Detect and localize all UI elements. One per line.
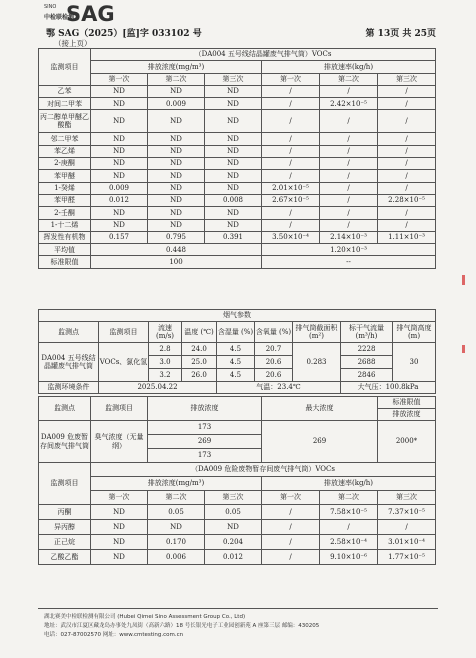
speed-cell: 3.2 — [149, 369, 182, 382]
table-row — [39, 133, 436, 145]
flue-header: 温度 (℃) — [182, 322, 217, 343]
run-header: 第二次 — [148, 73, 205, 85]
value-cell: / — [378, 219, 436, 231]
value-cell: ND — [148, 182, 205, 194]
table-row — [39, 505, 436, 520]
table-row — [39, 535, 436, 550]
value-cell: / — [262, 219, 320, 231]
table-row — [39, 170, 436, 182]
logo-sino: SINO — [44, 4, 57, 10]
oxy-cell: 20.7 — [255, 343, 293, 356]
flue-header: 监测项目 — [99, 322, 149, 343]
value-cell: ND — [148, 158, 205, 170]
value-cell: 0.157 — [91, 231, 148, 243]
flue-item: VOCs、氯化氢 — [99, 343, 149, 382]
table-row — [39, 158, 436, 170]
logo-sag: SAG — [66, 2, 115, 26]
seal-mark — [462, 345, 465, 353]
run-header: 第一次 — [91, 73, 148, 85]
pollutant-name: 2-壬酮 — [39, 207, 91, 219]
flue-gas-table — [38, 309, 436, 394]
value-cell: 0.170 — [148, 535, 205, 550]
table-row — [39, 219, 436, 231]
flow-cell: 2688 — [341, 356, 393, 369]
table-row — [39, 110, 436, 133]
table-row — [39, 207, 436, 219]
value-cell: / — [262, 535, 320, 550]
value-cell: ND — [91, 110, 148, 133]
value-cell: 0.05 — [148, 505, 205, 520]
height-cell: 30 — [393, 343, 436, 382]
value-cell: ND — [91, 207, 148, 219]
value-cell: 9.10×10⁻⁶ — [320, 550, 378, 565]
value-cell: / — [378, 520, 436, 535]
value-cell: ND — [205, 207, 262, 219]
value-cell: ND — [91, 145, 148, 157]
voc2-header-conc: 排放浓度(mg/m³) — [91, 477, 262, 491]
report-number: 鄂 SAG（2025）[监]字 033102 号 — [46, 29, 202, 39]
value-cell: / — [320, 219, 378, 231]
flue-header: 流速 (m/s) — [149, 322, 182, 343]
odor-limit: 2000* — [378, 421, 436, 463]
value-cell: / — [378, 207, 436, 219]
pollutant-name: 异丙醇 — [39, 520, 91, 535]
value-cell: ND — [205, 170, 262, 182]
value-cell: ND — [148, 207, 205, 219]
header-conc: 排放浓度(mg/m³) — [91, 61, 262, 73]
value-cell: 2.28×10⁻⁵ — [378, 194, 436, 206]
run-header: 第三次 — [205, 73, 262, 85]
voc2-header-rate: 排放速率(kg/h) — [262, 477, 436, 491]
value-cell: / — [262, 520, 320, 535]
value-cell: / — [378, 158, 436, 170]
value-cell: / — [262, 158, 320, 170]
value-cell: / — [320, 194, 378, 206]
footer-company: 湖北赛美中检联检测有限公司 (Hubei Qimei Sino Assessment Group Co., Ltd) — [44, 614, 246, 620]
value-cell: ND — [148, 520, 205, 535]
value-cell: / — [262, 133, 320, 145]
pollutant-name: 苯甲醚 — [39, 170, 91, 182]
value-cell: ND — [205, 110, 262, 133]
pollutant-name: 挥发性有机物 — [39, 231, 91, 243]
value-cell: 2.01×10⁻⁵ — [262, 182, 320, 194]
value-cell: ND — [91, 98, 148, 110]
pollutant-name: 对间二甲苯 — [39, 98, 91, 110]
odor-h-point: 监测点 — [39, 397, 91, 421]
value-cell: 0.012 — [205, 550, 262, 565]
value-cell: 7.37×10⁻⁵ — [378, 505, 436, 520]
flue-header: 含湿量 (%) — [217, 322, 255, 343]
footer-rule — [38, 608, 438, 609]
env-date: 2025.04.22 — [99, 382, 217, 394]
value-cell: 0.391 — [205, 231, 262, 243]
area-cell: 0.283 — [293, 343, 341, 382]
value-cell: ND — [205, 520, 262, 535]
value-cell: ND — [205, 145, 262, 157]
value-cell: 0.009 — [91, 182, 148, 194]
value-cell: / — [378, 133, 436, 145]
flue-header: 排气筒高度(m) — [393, 322, 436, 343]
odor-val: 173 — [148, 421, 262, 435]
value-cell: / — [378, 170, 436, 182]
odor-max: 269 — [262, 421, 378, 463]
value-cell: / — [320, 133, 378, 145]
env-label: 监测环境条件 — [39, 382, 99, 394]
value-cell: / — [262, 145, 320, 157]
logo-cn: 中检联检测 — [44, 14, 75, 21]
header-item: 监测项目 — [39, 49, 91, 86]
flue-point: DA004 五号线结晶罐废气排气筒 — [39, 343, 99, 382]
oxy-cell: 20.6 — [255, 356, 293, 369]
flow-cell: 2228 — [341, 343, 393, 356]
temp-cell: 24.0 — [182, 343, 217, 356]
odor-item: 臭气浓度（无量纲） — [91, 421, 148, 463]
table-row — [39, 194, 436, 206]
moist-cell: 4.5 — [217, 356, 255, 369]
env-temp: 气温：23.4℃ — [217, 382, 341, 394]
voc2-header-item: 监测项目 — [39, 463, 91, 505]
value-cell: 3.01×10⁻⁴ — [378, 535, 436, 550]
value-cell: ND — [148, 145, 205, 157]
voc2-title: （DA009 危险废物暂存间废气排气筒）VOCs — [91, 463, 436, 477]
value-cell: ND — [91, 505, 148, 520]
pollutant-name: 乙酸乙酯 — [39, 550, 91, 565]
avg-conc: 0.448 — [91, 244, 262, 256]
header-rate: 排放速率(kg/h) — [262, 61, 436, 73]
pollutant-name: 1-十二烯 — [39, 219, 91, 231]
temp-cell: 26.0 — [182, 369, 217, 382]
run-header: 第二次 — [320, 73, 378, 85]
value-cell: ND — [205, 182, 262, 194]
odor-val: 173 — [148, 449, 262, 463]
continued-note: （接上页） — [54, 39, 92, 48]
odor-voc-table-da009 — [38, 396, 436, 565]
temp-cell: 25.0 — [182, 356, 217, 369]
value-cell: / — [320, 145, 378, 157]
value-cell: ND — [205, 158, 262, 170]
pollutant-name: 苯乙烯 — [39, 145, 91, 157]
odor-h-limit-sub: 排放浓度 — [378, 409, 436, 421]
speed-cell: 3.0 — [149, 356, 182, 369]
value-cell: / — [262, 550, 320, 565]
value-cell: / — [262, 170, 320, 182]
value-cell: 0.006 — [148, 550, 205, 565]
value-cell: / — [378, 145, 436, 157]
value-cell: ND — [148, 219, 205, 231]
flow-cell: 2846 — [341, 369, 393, 382]
value-cell: ND — [148, 170, 205, 182]
value-cell: / — [262, 505, 320, 520]
value-cell: / — [320, 110, 378, 133]
value-cell: / — [320, 85, 378, 97]
flue-header: 排气筒截面积(m²) — [293, 322, 341, 343]
value-cell: ND — [205, 133, 262, 145]
pollutant-name: 邻二甲苯 — [39, 133, 91, 145]
run-header: 第一次 — [262, 491, 320, 505]
table-title: （DA004 五号线结晶罐废气排气筒）VOCs — [91, 49, 436, 61]
limit-rate: -- — [262, 256, 436, 268]
table-row — [39, 145, 436, 157]
pollutant-name: 2-庚酮 — [39, 158, 91, 170]
value-cell: ND — [148, 194, 205, 206]
limit-conc: 100 — [91, 256, 262, 268]
oxy-cell: 20.6 — [255, 369, 293, 382]
speed-cell: 2.8 — [149, 343, 182, 356]
avg-label: 平均值 — [39, 244, 91, 256]
value-cell: 0.204 — [205, 535, 262, 550]
company-logo — [44, 4, 174, 26]
pollutant-name: 1-癸烯 — [39, 182, 91, 194]
odor-h-max: 最大浓度 — [262, 397, 378, 421]
pollutant-name: 乙苯 — [39, 85, 91, 97]
voc-table-da004 — [38, 48, 436, 269]
value-cell: / — [378, 182, 436, 194]
odor-h-conc: 排放浓度 — [148, 397, 262, 421]
table-row — [39, 231, 436, 243]
seal-mark — [462, 275, 465, 285]
table-row — [39, 85, 436, 97]
value-cell: / — [262, 110, 320, 133]
value-cell: ND — [148, 110, 205, 133]
value-cell: 0.795 — [148, 231, 205, 243]
pollutant-name: 丙二醇单甲醚乙酸酯 — [39, 110, 91, 133]
value-cell: 2.14×10⁻³ — [320, 231, 378, 243]
pollutant-name: 正己烷 — [39, 535, 91, 550]
odor-h-limit: 标准限值 — [378, 397, 436, 409]
table-row — [39, 550, 436, 565]
env-press: 大气压：100.8kPa — [341, 382, 436, 394]
flue-title: 烟气参数 — [39, 310, 436, 322]
table-row — [39, 182, 436, 194]
value-cell: ND — [91, 158, 148, 170]
run-header: 第三次 — [378, 491, 436, 505]
value-cell: 0.05 — [205, 505, 262, 520]
value-cell: / — [320, 158, 378, 170]
value-cell: ND — [205, 219, 262, 231]
pollutant-name: 苯甲醛 — [39, 194, 91, 206]
odor-val: 269 — [148, 435, 262, 449]
run-header: 第一次 — [262, 73, 320, 85]
value-cell: / — [320, 207, 378, 219]
value-cell: / — [378, 110, 436, 133]
odor-point: DA009 危废暂存间废气排气筒 — [39, 421, 91, 463]
odor-h-item: 监测项目 — [91, 397, 148, 421]
value-cell: ND — [91, 535, 148, 550]
flue-header: 标干气流量(m³/h) — [341, 322, 393, 343]
value-cell: 3.50×10⁻⁴ — [262, 231, 320, 243]
flue-header: 监测点 — [39, 322, 99, 343]
value-cell: ND — [91, 133, 148, 145]
value-cell: ND — [148, 85, 205, 97]
table-row — [39, 98, 436, 110]
value-cell: ND — [91, 219, 148, 231]
value-cell: ND — [148, 133, 205, 145]
avg-rate: 1.20×10⁻³ — [262, 244, 436, 256]
value-cell: / — [320, 182, 378, 194]
footer — [44, 613, 444, 640]
run-header: 第三次 — [205, 491, 262, 505]
value-cell: / — [378, 85, 436, 97]
run-header: 第三次 — [378, 73, 436, 85]
footer-address: 地址：武汉市江夏区藏龙岛办事处九凤街（高新六路）18 号长银光电子工业园创新苑 A 座第三层 邮编：430205 — [44, 623, 320, 629]
value-cell: 7.58×10⁻⁵ — [320, 505, 378, 520]
page-number: 第 13页 共 25页 — [365, 29, 436, 39]
value-cell: ND — [91, 170, 148, 182]
moist-cell: 4.5 — [217, 343, 255, 356]
value-cell: ND — [205, 98, 262, 110]
value-cell: 0.009 — [148, 98, 205, 110]
value-cell: 0.012 — [91, 194, 148, 206]
value-cell: ND — [91, 550, 148, 565]
value-cell: / — [262, 207, 320, 219]
flue-header: 含氧量 (%) — [255, 322, 293, 343]
pollutant-name: 丙酮 — [39, 505, 91, 520]
value-cell: 1.11×10⁻³ — [378, 231, 436, 243]
value-cell: ND — [91, 85, 148, 97]
value-cell: / — [262, 98, 320, 110]
value-cell: 2.42×10⁻⁵ — [320, 98, 378, 110]
value-cell: ND — [91, 520, 148, 535]
run-header: 第一次 — [91, 491, 148, 505]
value-cell: 2.67×10⁻⁵ — [262, 194, 320, 206]
moist-cell: 4.5 — [217, 369, 255, 382]
value-cell: 2.58×10⁻⁴ — [320, 535, 378, 550]
value-cell: / — [378, 98, 436, 110]
value-cell: 0.008 — [205, 194, 262, 206]
table-row — [39, 520, 436, 535]
limit-label: 标准限值 — [39, 256, 91, 268]
run-header: 第二次 — [148, 491, 205, 505]
value-cell: 1.77×10⁻⁵ — [378, 550, 436, 565]
value-cell: / — [262, 85, 320, 97]
value-cell: / — [320, 520, 378, 535]
value-cell: ND — [205, 85, 262, 97]
run-header: 第二次 — [320, 491, 378, 505]
value-cell: / — [320, 170, 378, 182]
footer-contact: 电话：027-87002570 网址：www.cmtesting.com.cn — [44, 632, 184, 638]
